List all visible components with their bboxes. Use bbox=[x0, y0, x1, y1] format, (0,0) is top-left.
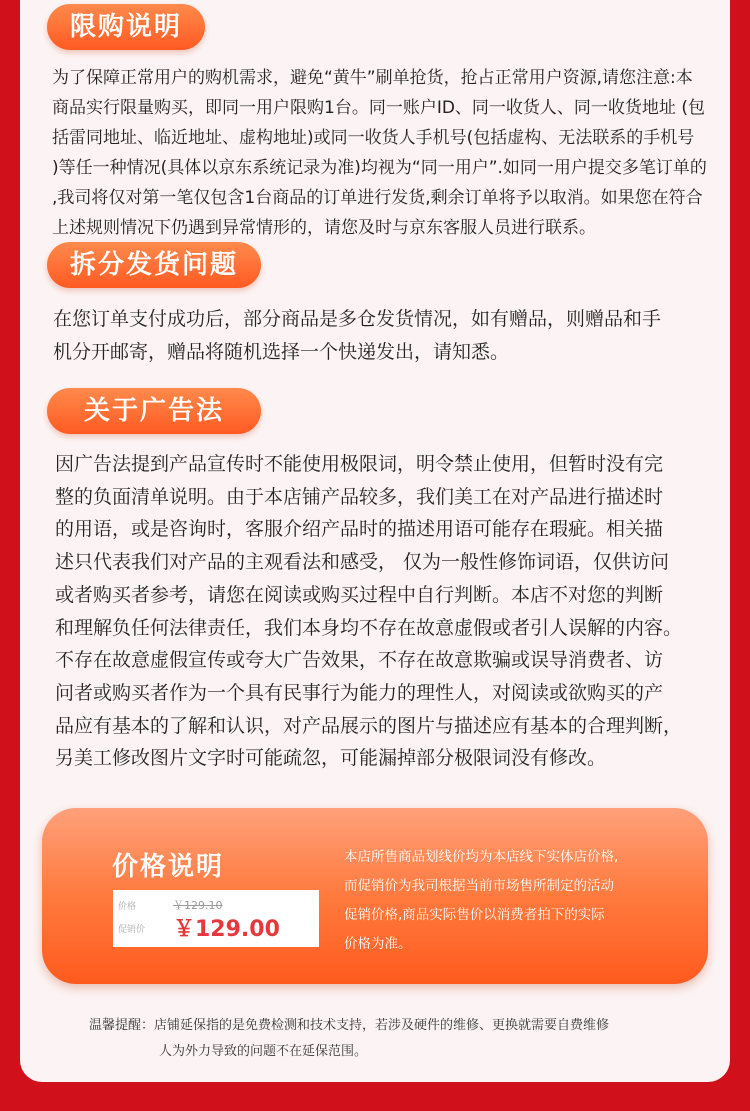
purchase-limit-text bbox=[52, 63, 734, 243]
text-line: 上述规则情况下仍遇到异常情形的，请您及时与京东客服人员进行联系。 bbox=[52, 218, 596, 238]
text-line: 品应有基本的了解和认识，对产品展示的图片与描述应有基本的合理判断， bbox=[55, 714, 683, 737]
split-shipping-title: 拆分发货问题 bbox=[47, 242, 261, 288]
promo-price: ￥129.00 bbox=[173, 917, 280, 942]
text-line: 因广告法提到产品宣传时不能使用极限词，明令禁止使用，但暂时没有完 bbox=[55, 453, 664, 475]
text-line: 或者购买者参考，请您在阅读或购买过程中自行判断。本店不对您的判断 bbox=[55, 583, 664, 606]
text-line: 为了保障正常用户的购机需求，避免“黄牛”刷单抢货，抢占正常用户资源,请您注意:本 bbox=[52, 68, 693, 88]
promo-label: 促销价 bbox=[118, 925, 146, 935]
text-line: 述只代表我们对产品的主观看法和感受， 仅为一般性修饰词语，仅供访问 bbox=[55, 551, 670, 574]
text-line: 而促销价为我司根据当前市场售所制定的活动 bbox=[344, 878, 614, 894]
ad-law-text bbox=[55, 448, 735, 775]
tips-line: 温馨提醒：店铺延保指的是免费检测和技术支持，若涉及硬件的维修、更换就需要自费维修 bbox=[89, 1018, 610, 1033]
text-line: 和理解负任何法律责任，我们本身均不存在故意虚假或者引人误解的内容。 bbox=[55, 616, 683, 639]
text-line: 的用语，或是咨询时，客服介绍产品时的描述用语可能存在瑕疵。相关描 bbox=[55, 518, 664, 541]
text-line: ,我司将仅对第一笔仅包含1台商品的订单进行发货,剩余订单将予以取消。如果您在符合 bbox=[52, 188, 703, 208]
split-shipping-text bbox=[53, 303, 723, 369]
text-line: 机分开邮寄，赠品将随机选择一个快递发出，请知悉。 bbox=[53, 341, 510, 363]
text-line: 整的负面清单说明。由于本店铺产品较多，我们美工在对产品进行描述时 bbox=[55, 485, 664, 508]
strikethrough-price: ￥129.10 bbox=[173, 899, 223, 912]
price-info-box bbox=[42, 808, 708, 984]
text-line: 促销价格,商品实际售价以消费者拍下的实际 bbox=[344, 907, 605, 923]
warm-tips bbox=[89, 1013, 689, 1065]
tips-line: 人为外力导致的问题不在延保范围。 bbox=[159, 1044, 368, 1059]
price-info-title: 价格说明 bbox=[112, 852, 225, 882]
text-line: 在您订单支付成功后，部分商品是多仓发货情况，如有赠品，则赠品和手 bbox=[53, 308, 662, 330]
text-line: 商品实行限量购买，即同一用户限购1台。同一账户ID、同一收货人、同一收货地址 (包 bbox=[52, 98, 705, 118]
purchase-limit-title: 限购说明 bbox=[47, 4, 205, 50]
text-line: )等任一种情况(具体以京东系统记录为准)均视为“同一用户”.如同一用户提交多笔订单的 bbox=[52, 158, 707, 178]
price-info-text bbox=[344, 843, 684, 959]
text-line: 括雷同地址、临近地址、虚构地址)或同一收货人手机号(包括虚构、无法联系的手机号 bbox=[52, 128, 695, 148]
price-label: 价格 bbox=[118, 902, 137, 912]
text-line: 不存在故意虚假宣传或夸大广告效果，不存在故意欺骗或误导消费者、访 bbox=[55, 649, 664, 672]
text-line: 本店所售商品划线价均为本店线下实体店价格, bbox=[344, 849, 619, 865]
text-line: 问者或购买者作为一个具有民事行为能力的理性人，对阅读或欲购买的产 bbox=[55, 681, 664, 704]
text-line: 另美工修改图片文字时可能疏忽，可能漏掉部分极限词没有修改。 bbox=[55, 747, 607, 770]
text-line: 价格为准。 bbox=[344, 936, 412, 952]
price-sample-image bbox=[113, 890, 319, 947]
ad-law-title: 关于广告法 bbox=[47, 388, 261, 434]
